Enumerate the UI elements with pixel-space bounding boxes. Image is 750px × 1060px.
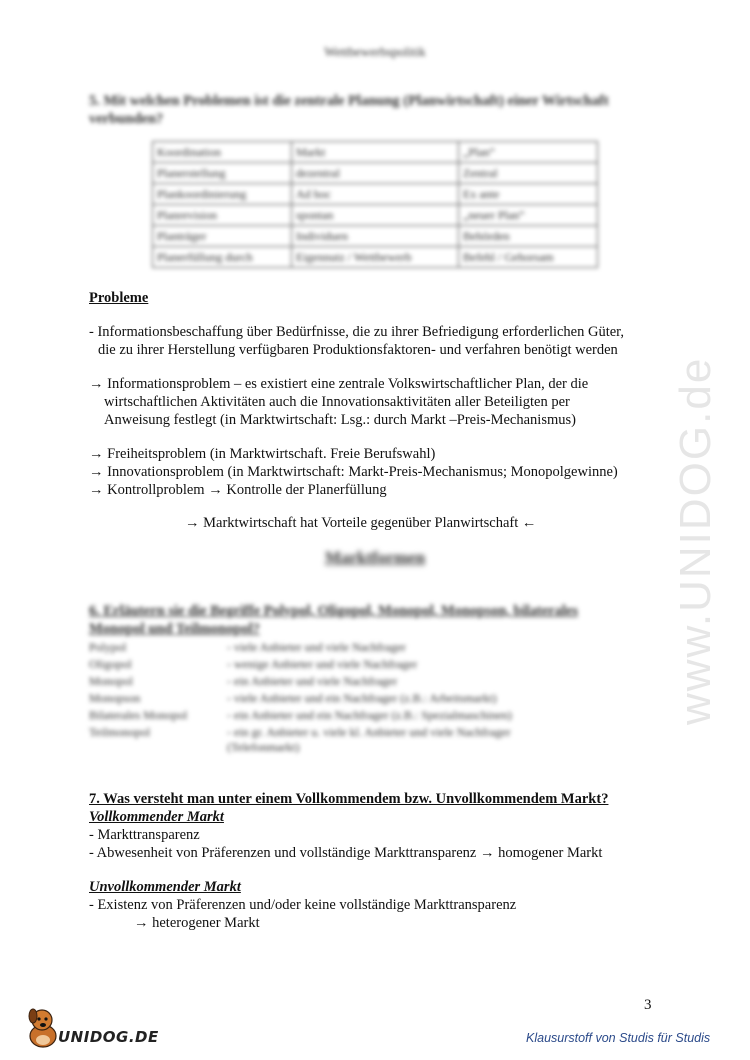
table-cell: Behörden [459, 226, 598, 247]
arrow-right-icon: → [134, 915, 149, 931]
table-cell: Ad hoc [292, 184, 459, 205]
freiheit-text: Freiheitsproblem (in Marktwirtschaft. Freie Berufswahl) [107, 446, 436, 462]
table-cell: „Plan“ [459, 142, 598, 163]
probleme-heading: Probleme [89, 290, 149, 306]
market-form-term: Bilaterales Monopol [89, 708, 188, 722]
list-item [89, 657, 417, 672]
infoproblem-line-3: Anweisung festlegt (in Marktwirtschaft: Lsg.: durch Markt –Preis-Mechanismus) [104, 412, 576, 428]
watermark-text: www.UNIDOG.de [671, 356, 720, 725]
market-form-term: Monopson [89, 691, 141, 705]
conclusion-line [185, 514, 536, 532]
unidog-dog-logo [24, 1006, 62, 1050]
table-cell: Planrevision [153, 205, 292, 226]
table-cell: Zentral [459, 163, 598, 184]
list-item [89, 725, 511, 740]
infoproblem-text: Informationsproblem – es existiert eine zentrale Volkswirtschaftlicher Plan, der die [107, 376, 589, 392]
market-form-description: - ein Anbieter und ein Nachfrager (z.B.: Spezialmaschinen) [227, 708, 512, 722]
table-cell: Planerstellung [153, 163, 292, 184]
table-cell: Markt [292, 142, 459, 163]
question-6: 6. Erläutern sie die Begriffe Polypol, Oligopol, Monopol, Monopson, bilaterales [89, 603, 578, 619]
page-header: Wettbewerbspolitik [324, 44, 426, 59]
marktformen-last-cont: (Telefonmarkt) [227, 740, 300, 754]
question-5: 5. Mit welchen Problemen ist die zentrale Planung (Planwirtschaft) einer Wirtschaft [89, 93, 609, 109]
arrow-right-icon: → [89, 376, 104, 392]
list-item [89, 640, 406, 655]
kontroll-text-b: Kontrolle der Planerfüllung [226, 482, 387, 498]
footer-tagline: Klausurstoff von Studis für Studis [526, 1031, 711, 1045]
vollkommen-item-1: - Markttransparenz [89, 827, 200, 843]
question-5-cont: verbunden? [89, 111, 164, 127]
list-item [89, 674, 397, 689]
vollkommen-item-2 [89, 844, 602, 862]
infoproblem-line-1 [89, 375, 588, 393]
market-form-description: - viele Anbieter und ein Nachfrager (z.B.: Arbeitsmarkt) [227, 691, 497, 705]
arrow-right-icon: → [89, 464, 104, 480]
list-item [89, 708, 512, 723]
table-cell: Ex ante [459, 184, 598, 205]
table-row [153, 247, 598, 268]
table-cell: Befehl / Gehorsam [459, 247, 598, 268]
table-cell: Planerfüllung durch [153, 247, 292, 268]
table-cell: dezentral [292, 163, 459, 184]
table-row [153, 142, 598, 163]
table-row [153, 205, 598, 226]
unidog-logo-text: UNIDOG.DE [58, 1028, 159, 1046]
list-item [89, 691, 497, 706]
info-line-2: die zu ihrer Herstellung verfügbaren Produktionsfaktoren- und verfahren benötigt werden [98, 342, 618, 358]
market-form-description: - ein Anbieter und viele Nachfrager [227, 674, 398, 688]
innovation-line [89, 463, 618, 481]
market-form-term: Monopol [89, 674, 134, 688]
vollkommen-heading: Vollkommender Markt [89, 809, 224, 825]
arrow-right-icon: → [89, 482, 104, 498]
market-form-term: Polypol [89, 640, 127, 654]
innovation-text: Innovationsproblem (in Marktwirtschaft: Markt-Preis-Mechanismus; Monopolgewinne) [107, 464, 618, 480]
table-cell: Eigennutz / Wettbewerb [292, 247, 459, 268]
table-cell: „neuer Plan“ [459, 205, 598, 226]
table-cell: spontan [292, 205, 459, 226]
homogener-text: homogener Markt [498, 845, 603, 861]
plan-market-table [152, 141, 598, 268]
market-form-description: - viele Anbieter und viele Nachfrager [227, 640, 406, 654]
page-number: 3 [644, 997, 652, 1013]
arrow-left-icon: ← [521, 515, 537, 531]
table-row [153, 163, 598, 184]
table-cell: Individuen [292, 226, 459, 247]
arrow-right-icon: → [479, 845, 495, 861]
info-line-1: - Informationsbeschaffung über Bedürfnisse, die zu ihrer Befriedigung erforderlichen Güter, [89, 324, 625, 340]
kontroll-line [89, 481, 387, 499]
comparison-table [152, 141, 598, 268]
market-form-term: Teilmonopol [89, 725, 151, 739]
kontroll-text-a: Kontrollproblem [107, 482, 205, 498]
question-7: 7. Was versteht man unter einem Vollkommendem bzw. Unvollkommendem Markt? [89, 791, 609, 807]
arrow-right-icon: → [89, 446, 104, 462]
table-row [153, 226, 598, 247]
heterogener-text: heterogener Markt [152, 915, 260, 931]
watermark [640, 280, 740, 740]
table-cell: Plankoordinierung [153, 184, 292, 205]
unvollkommen-item-2 [134, 914, 260, 932]
table-row [153, 184, 598, 205]
question-6-cont: Monopol und Teilmonopol? [89, 621, 260, 637]
market-form-term: Oligopol [89, 657, 132, 671]
conclusion-text: Marktwirtschaft hat Vorteile gegenüber Planwirtschaft [203, 515, 519, 531]
market-form-description: - ein gr. Anbieter u. viele kl. Anbieter und viele Nachfrager [227, 725, 511, 739]
marktformen-heading: Marktformen [324, 548, 426, 567]
unvollkommen-item-1: - Existenz von Präferenzen und/oder keine vollständige Markttransparenz [89, 897, 517, 913]
table-cell: Koordination [153, 142, 292, 163]
arrow-right-icon: → [185, 515, 200, 531]
vollkommen-text: - Abwesenheit von Präferenzen und vollständige Markttransparenz [89, 845, 477, 861]
unvollkommen-heading: Unvollkommender Markt [89, 879, 241, 895]
infoproblem-line-2: wirtschaftlichen Aktivitäten auch die Innovationsaktivitäten aller Beteiligten per [104, 394, 570, 410]
freiheit-line [89, 445, 435, 463]
market-form-description: - wenige Anbieter und viele Nachfrager [227, 657, 418, 671]
arrow-right-icon: → [208, 482, 223, 498]
table-cell: Planträger [153, 226, 292, 247]
